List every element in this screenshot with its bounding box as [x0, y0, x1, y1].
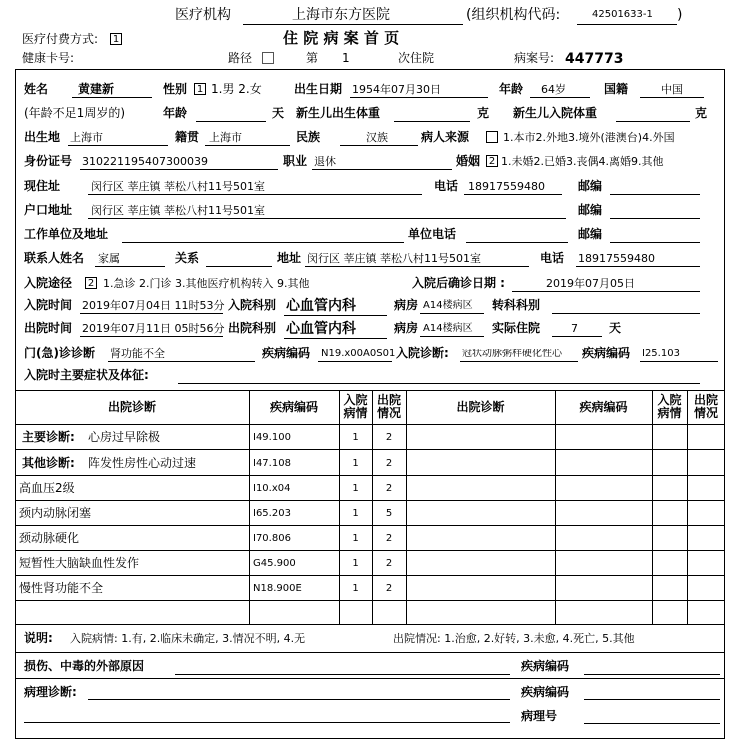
birthplace-value: 上海市	[70, 131, 103, 144]
in-time-label: 入院时间	[24, 298, 73, 312]
row-cond: 1	[352, 483, 359, 494]
row-code: I47.108	[253, 458, 291, 469]
row-cond: 1	[352, 432, 359, 443]
sex-label: 性别	[163, 82, 188, 96]
contact-phone-label: 电话	[540, 251, 565, 265]
row-code: N18.900E	[253, 583, 302, 594]
marriage-box[interactable]: 2	[486, 154, 498, 167]
org-code-close: )	[677, 7, 683, 23]
phone-label: 电话	[434, 179, 459, 193]
row-code: I10.x04	[253, 483, 291, 494]
birthplace-label: 出生地	[24, 130, 61, 144]
org-code: 42501633-1	[592, 9, 653, 20]
infant-note: (年龄不足1周岁的)	[24, 106, 125, 120]
row-diag: 颈动脉硬化	[19, 531, 80, 545]
pathology-code-label: 疾病编码	[521, 685, 570, 699]
admit-weight-unit: 克	[695, 106, 708, 120]
zip2-label: 邮编	[578, 203, 603, 217]
address-value: 闵行区 莘庄镇 莘松八村11号501室	[91, 180, 265, 193]
marriage-options: 1.未婚2.已婚3.丧偶4.离婚9.其他	[501, 155, 664, 168]
visit-prefix: 第	[306, 51, 319, 65]
pay-value: 1	[110, 33, 122, 45]
out-dept-value: 心血管内科	[286, 321, 356, 337]
path-label: 路径	[228, 51, 253, 65]
row-diag: 慢性肾功能不全	[19, 581, 104, 595]
zip3-label: 邮编	[578, 227, 603, 241]
native-label: 籍贯	[175, 130, 200, 144]
admit-diag-value: 冠状动脉粥样硬化性心	[462, 349, 562, 359]
contact-addr-label: 地址	[277, 251, 302, 265]
row-cond: 1	[352, 508, 359, 519]
admit-diag-label: 入院诊断:	[396, 346, 449, 360]
birth-weight-unit: 克	[477, 106, 490, 120]
phone-value: 18917559480	[468, 180, 545, 193]
dob-label: 出生日期	[294, 82, 343, 96]
outpatient-code-label: 疾病编码	[262, 346, 311, 360]
col-header-code-2: 疾病编码	[579, 400, 628, 414]
native-value: 上海市	[209, 131, 242, 144]
health-card-label: 健康卡号:	[22, 51, 75, 65]
out-dept-label: 出院科别	[228, 321, 277, 335]
injury-code-label: 疾病编码	[521, 659, 570, 673]
out-ward-value: A14楼病区	[423, 323, 473, 334]
age-value: 64岁	[541, 83, 566, 96]
row-code: I49.100	[253, 432, 291, 443]
in-ward-value: A14楼病区	[423, 300, 473, 311]
transfer-label: 转科科别	[492, 298, 541, 312]
id-label: 身份证号	[24, 154, 73, 168]
note-out: 出院情况: 1.治愈, 2.好转, 3.未愈, 4.死亡, 5.其他	[393, 632, 635, 645]
record-no: 447773	[565, 51, 624, 67]
work-label: 工作单位及地址	[24, 227, 109, 241]
in-time-value: 2019年07月04日 11时53分	[82, 299, 225, 312]
ethnic-label: 民族	[296, 130, 321, 144]
outpatient-code: N19.x00A0S01	[321, 348, 396, 359]
nation-value: 中国	[661, 83, 683, 96]
infant-age-label: 年龄	[163, 106, 188, 120]
note-label: 说明:	[24, 631, 53, 645]
out-time-value: 2019年07月11日 05时56分	[82, 322, 225, 335]
row-cond: 1	[352, 533, 359, 544]
contact-value: 家属	[98, 252, 120, 265]
nation-label: 国籍	[604, 82, 629, 96]
job-label: 职业	[283, 154, 308, 168]
contact-addr-value: 闵行区 莘庄镇 莘松八村11号501室	[307, 252, 481, 265]
row-diag: 颈内动脉闭塞	[19, 506, 92, 520]
relation-label: 关系	[175, 251, 200, 265]
days-label: 实际住院	[492, 321, 541, 335]
outpatient-diag: 肾功能不全	[110, 347, 165, 360]
org-label: 医疗机构	[175, 7, 231, 23]
id-value: 310221195407300039	[82, 155, 208, 168]
note-admit: 入院病情: 1.有, 2.临床未确定, 3.情况不明, 4.无	[70, 632, 306, 645]
path-checkbox[interactable]	[262, 51, 274, 64]
col-header-cond: 入院 病情	[343, 393, 368, 421]
row-out: 5	[385, 508, 393, 519]
pay-value-box[interactable]	[110, 32, 122, 45]
ward2-label: 病房	[394, 321, 419, 335]
row-code: I70.806	[253, 533, 291, 544]
visit-suffix: 次住院	[398, 51, 435, 65]
marriage-label: 婚姻	[456, 154, 481, 168]
row-diag: 阵发性房性心动过速	[88, 456, 197, 470]
contact-label: 联系人姓名	[24, 251, 85, 265]
col-header-code: 疾病编码	[269, 400, 318, 414]
col-header-out-2: 出院 情况	[693, 393, 718, 421]
outpatient-label: 门(急)诊诊断	[24, 346, 95, 360]
patient-name: 黄建新	[78, 82, 115, 96]
sex-box[interactable]: 1	[194, 82, 206, 95]
symptom-label: 入院时主要症状及体征:	[24, 368, 149, 382]
row-out: 2	[385, 458, 393, 469]
row-diag: 短暂性大脑缺血性发作	[19, 556, 140, 570]
injury-label: 损伤、中毒的外部原因	[24, 659, 145, 673]
pathology-label: 病理诊断:	[24, 685, 77, 699]
row-cond: 1	[352, 458, 359, 469]
pathology-no-label: 病理号	[521, 709, 558, 723]
zip-label: 邮编	[578, 179, 603, 193]
row-out: 2	[385, 558, 393, 569]
pay-label: 医疗付费方式:	[22, 32, 99, 46]
org-code-label: (组织机构代码:	[466, 7, 561, 23]
row-out: 2	[385, 432, 393, 443]
col-header-diag: 出院诊断	[107, 400, 156, 414]
route-box[interactable]: 2	[85, 276, 97, 289]
col-header-out: 出院 情况	[376, 393, 401, 421]
row-out: 2	[385, 483, 393, 494]
admit-code: I25.103	[642, 348, 680, 359]
hukou-value: 闵行区 莘庄镇 莘松八村11号501室	[91, 204, 265, 217]
ward-label: 病房	[394, 298, 419, 312]
name-label: 姓名	[24, 82, 49, 96]
source-options: 1.本市2.外地3.境外(港澳台)4.外国	[503, 131, 675, 144]
work-phone-label: 单位电话	[408, 227, 457, 241]
birth-weight-label: 新生儿出生体重	[296, 106, 381, 120]
route-label: 入院途径	[24, 276, 73, 290]
row-out: 2	[385, 583, 393, 594]
source-checkbox[interactable]	[486, 130, 498, 143]
confirm-date: 2019年07月05日	[546, 277, 635, 290]
record-label: 病案号:	[514, 51, 555, 65]
row-cond: 1	[352, 583, 359, 594]
row-out: 2	[385, 533, 393, 544]
hukou-label: 户口地址	[24, 203, 73, 217]
days-value: 7	[571, 322, 578, 335]
contact-phone-value: 18917559480	[578, 252, 655, 265]
in-dept-value: 心血管内科	[286, 298, 356, 314]
days-unit: 天	[609, 321, 622, 335]
row-diag: 心房过早除极	[88, 430, 161, 444]
sex-options: 1.男 2.女	[211, 82, 262, 96]
job-value: 退休	[314, 155, 336, 168]
row-cond: 1	[352, 558, 359, 569]
row-diag: 高血压2级	[19, 481, 75, 495]
out-time-label: 出院时间	[24, 321, 73, 335]
admit-weight-label: 新生儿入院体重	[513, 106, 598, 120]
dob-value: 1954年07月30日	[352, 83, 441, 96]
row-code: I65.203	[253, 508, 291, 519]
org-code-underline	[577, 24, 677, 25]
admit-code-label: 疾病编码	[582, 346, 631, 360]
ethnic-value: 汉族	[366, 131, 388, 144]
row-label: 其他诊断:	[22, 456, 75, 470]
page-title: 住 院 病 案 首 页	[283, 29, 400, 47]
source-label: 病人来源	[421, 130, 470, 144]
row-code: G45.900	[253, 558, 296, 569]
in-dept-label: 入院科别	[228, 298, 277, 312]
age-label: 年龄	[499, 82, 524, 96]
infant-age-unit: 天	[272, 106, 285, 120]
org-name-underline	[243, 24, 463, 25]
col-header-diag-2: 出院诊断	[456, 400, 505, 414]
confirm-label: 入院后确诊日期 :	[412, 276, 505, 290]
visit-no: 1	[342, 51, 350, 65]
col-header-cond-2: 入院 病情	[657, 393, 682, 421]
route-options: 1.急诊 2.门诊 3.其他医疗机构转入 9.其他	[103, 277, 310, 290]
org-name: 上海市东方医院	[292, 7, 390, 23]
row-label: 主要诊断:	[22, 430, 75, 444]
address-label: 现住址	[24, 179, 61, 193]
